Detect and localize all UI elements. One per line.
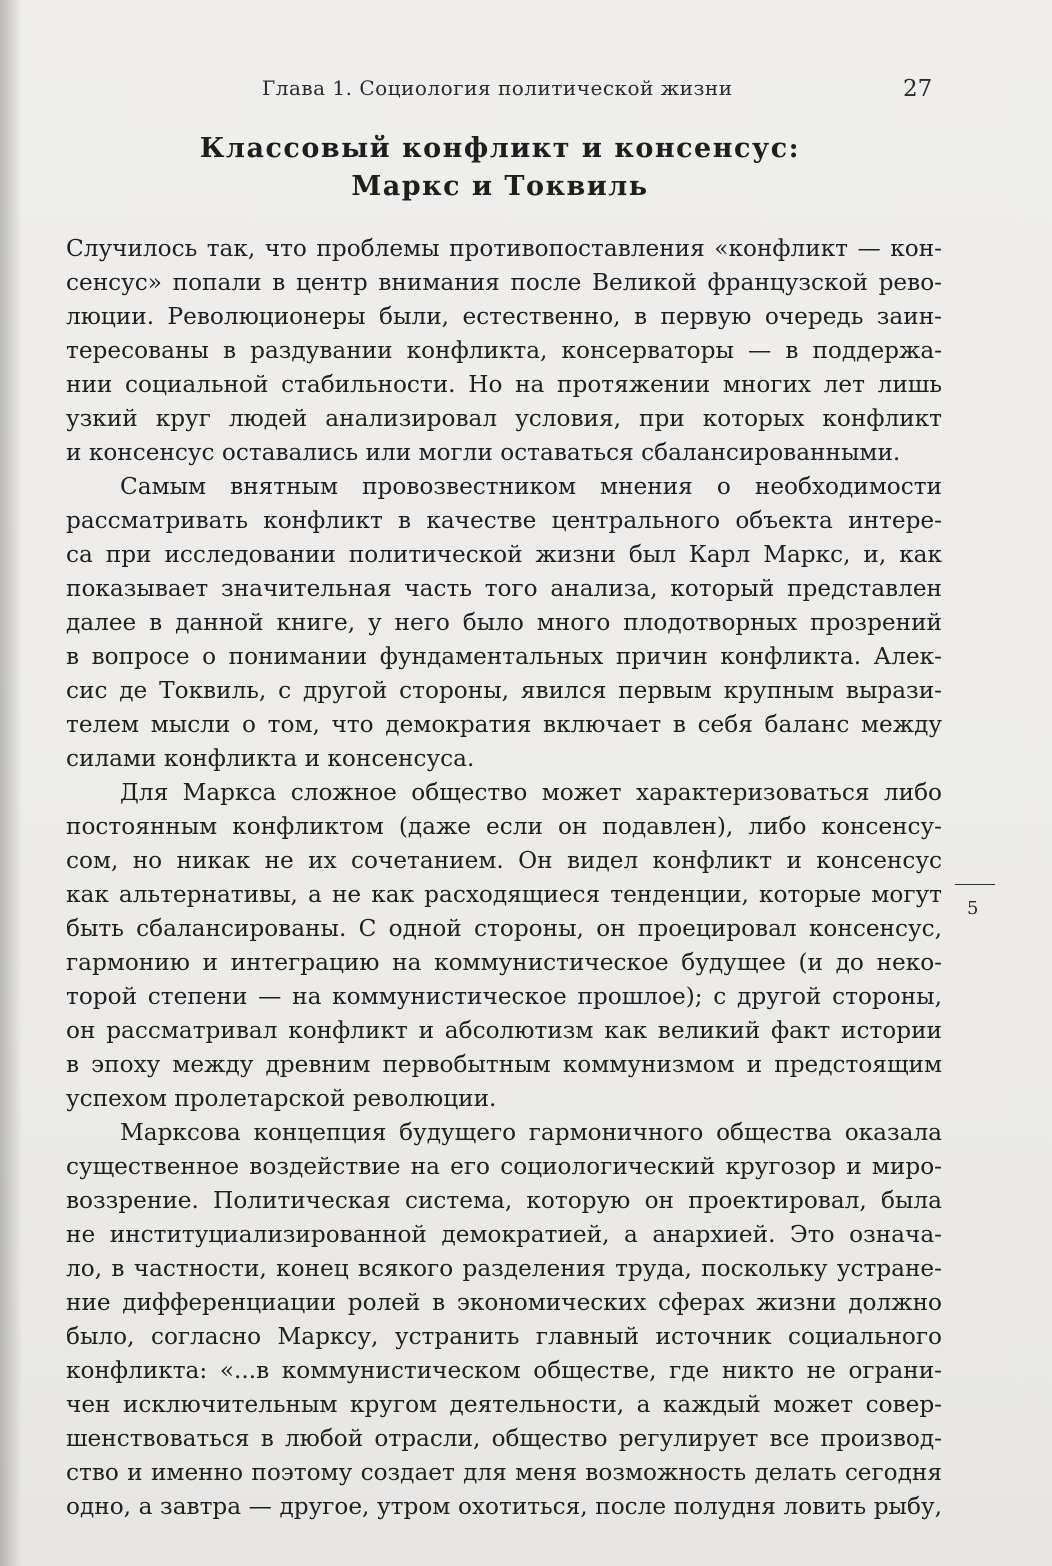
text-line: рассматривать конфликт в качестве центрального объекта интере- [66, 507, 942, 534]
text-line: было, согласно Марксу, устранить главный источник социального [66, 1323, 942, 1350]
spine-shadow [0, 0, 22, 1566]
section-title [60, 130, 940, 206]
text-line: люции. Революционеры были, естественно, в первую очередь заин- [66, 303, 942, 330]
text-line: ло, в частности, конец всякого разделения труда, поскольку устране- [66, 1255, 942, 1282]
text-line: ние дифференциации ролей в экономических сферах жизни должно [66, 1289, 942, 1316]
paragraph-3 [66, 776, 942, 1116]
text-line: са при исследовании политической жизни был Карл Маркс, и, как [66, 541, 942, 568]
body-text [66, 232, 942, 1524]
text-line: конфликта: «...в коммунистическом обществе, где никто не ограни- [66, 1357, 942, 1384]
text-line: в эпоху между древним первобытным коммунизмом и предстоящим [66, 1051, 942, 1078]
text-line: он рассматривал конфликт и абсолютизм как великий факт истории [66, 1017, 942, 1044]
text-line: Марксова концепция будущего гармоничного общества оказала [120, 1119, 942, 1146]
paragraph-4 [66, 1116, 942, 1524]
paragraph-1 [66, 232, 942, 470]
text-line: сом, но никак не их сочетанием. Он видел конфликт и консенсус [66, 847, 942, 874]
text-line: сенсус» попали в центр внимания после Великой французской рево- [66, 269, 942, 296]
text-line: в вопросе о понимании фундаментальных причин конфликта. Алек- [66, 643, 942, 670]
text-line: показывает значительная часть того анализа, который представлен [66, 575, 942, 602]
text-line: узкий круг людей анализировал условия, при которых конфликт [66, 405, 942, 432]
section-title-line-1: Классовый конфликт и консенсус: [199, 133, 801, 164]
text-line: Для Маркса сложное общество может характеризоваться либо [120, 779, 942, 806]
text-line: одно, а завтра — другое, утром охотиться, после полудня ловить рыбу, [66, 1493, 942, 1520]
text-line: тересованы в раздувании конфликта, консерваторы — в поддержа- [66, 337, 942, 364]
text-line: торой степени — на коммунистическое прошлое); с другой стороны, [66, 983, 942, 1010]
text-line: как альтернативы, а не как расходящиеся тенденции, которые могут [66, 881, 942, 908]
section-title-line-2: Маркс и Токвиль [351, 171, 649, 202]
text-line: постоянным конфликтом (даже если он подавлен), либо консенсу- [66, 813, 942, 840]
margin-note-number: 5 [967, 898, 979, 919]
text-line: ство и именно поэтому создает для меня возможность делать сегодня [66, 1459, 942, 1486]
text-line: нии социальной стабильности. Но на протяжении многих лет лишь [66, 371, 942, 398]
text-line: силами конфликта и консенсуса. [66, 745, 475, 772]
text-line: успехом пролетарской революции. [66, 1085, 497, 1112]
running-header: Глава 1. Социология политической жизни [262, 76, 733, 100]
text-line: Случилось так, что проблемы противопоставления «конфликт — кон- [66, 235, 942, 262]
text-line: чен исключительным кругом деятельности, а каждый может совер- [66, 1391, 942, 1418]
text-line: и консенсус оставались или могли оставаться сбалансированными. [66, 439, 901, 466]
text-line: гармонию и интеграцию на коммунистическое будущее (и до неко- [66, 949, 942, 976]
text-line: шенствоваться в любой отрасли, общество регулирует все производ- [66, 1425, 942, 1452]
margin-divider [955, 884, 995, 885]
text-line: существенное воздействие на его социологический кругозор и миро- [66, 1153, 942, 1180]
text-line: не институциализированной демократией, а анархией. Это означа- [66, 1221, 942, 1248]
paragraph-2 [66, 470, 942, 776]
text-line: далее в данной книге, у него было много плодотворных прозрений [66, 609, 942, 636]
text-line: сис де Токвиль, с другой стороны, явился первым крупным вырази- [66, 677, 942, 704]
text-line: воззрение. Политическая система, которую он проектировал, была [66, 1187, 942, 1214]
text-line: телем мысли о том, что демократия включает в себя баланс между [66, 711, 942, 738]
text-line: быть сбалансированы. С одной стороны, он проецировал консенсус, [66, 915, 942, 942]
page-number: 27 [903, 76, 933, 102]
text-line: Самым внятным провозвестником мнения о необходимости [120, 473, 942, 500]
